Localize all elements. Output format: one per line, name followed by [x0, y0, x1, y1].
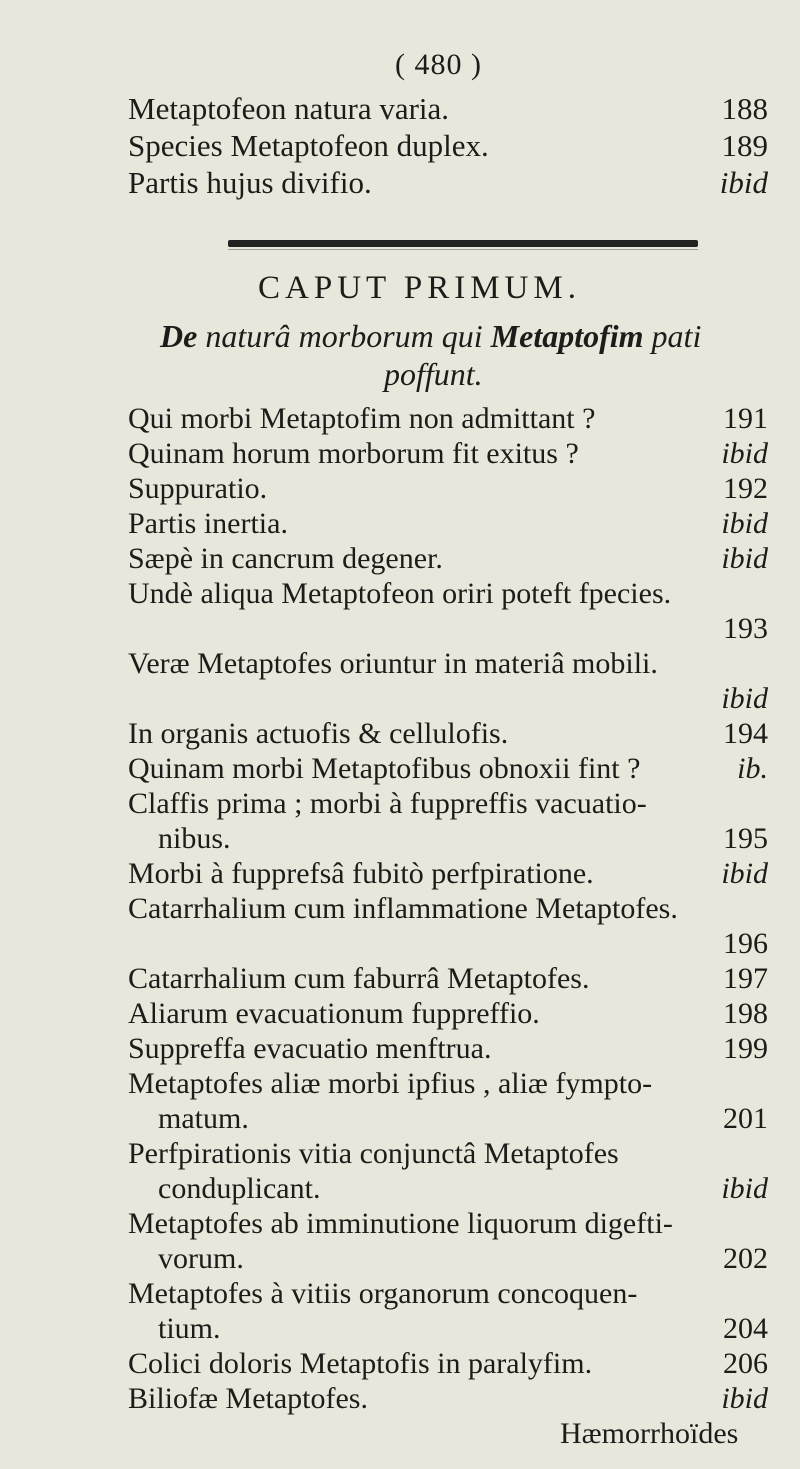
- toc-entry: [128, 506, 768, 541]
- toc-entry: [128, 786, 768, 821]
- entry-text: Veræ Metaptofes oriuntur in materiâ mobili.: [128, 647, 658, 680]
- toc-entry: [128, 576, 768, 611]
- toc-entry: [128, 1031, 768, 1066]
- toc-entry: [128, 611, 768, 646]
- toc-entry: [128, 401, 768, 436]
- entry-page: ibid: [721, 507, 768, 540]
- entry-page: ibid: [721, 542, 768, 575]
- entry-page: 198: [723, 997, 768, 1030]
- toc-entry: [128, 891, 768, 926]
- entry-text: Metaptofes aliæ morbi ipfius , aliæ fympto-: [128, 1067, 653, 1100]
- entry-page: 195: [723, 822, 768, 855]
- entry-text: matum.: [158, 1102, 249, 1135]
- entry-page: 191: [723, 402, 768, 435]
- entry-text: Suppuratio.: [128, 472, 268, 505]
- entry-page: ibid: [721, 437, 768, 470]
- catchword: Hæmorrhoïdes: [560, 1417, 739, 1450]
- entry-page: ibid: [721, 1382, 768, 1415]
- page-number: ( 480 ): [395, 48, 482, 81]
- entry-text: Qui morbi Metaptofim non admittant ?: [128, 402, 596, 435]
- entry-page: ibid: [721, 682, 768, 715]
- toc-entry: [128, 1346, 768, 1381]
- toc-entry: [128, 1311, 768, 1346]
- toc-entry: [128, 1066, 768, 1101]
- entry-page: 199: [723, 1032, 768, 1065]
- toc-entry: [128, 471, 768, 506]
- toc-entry: [128, 751, 768, 786]
- entry-text: Metaptofes à vitiis organorum concoquen-: [128, 1277, 638, 1310]
- entry-text: Catarrhalium cum inflammatione Metaptofes.: [128, 892, 678, 925]
- toc-entry: [128, 127, 768, 164]
- entry-page: 204: [723, 1312, 768, 1345]
- toc-entry: [128, 1381, 768, 1416]
- entry-text: Partis hujus divifio.: [128, 165, 372, 200]
- entry-page: 206: [723, 1347, 768, 1380]
- ornamental-rule: [228, 240, 698, 247]
- toc-entry: [128, 436, 768, 471]
- entry-text: Metaptofes ab imminutione liquorum digefti-: [128, 1207, 673, 1240]
- entry-text: Undè aliqua Metaptofeon oriri poteft fpecies.: [128, 577, 672, 610]
- toc-entry: [128, 1206, 768, 1241]
- entry-page: ibid: [721, 857, 768, 890]
- subtitle-word: De: [160, 318, 198, 354]
- entry-page: ib.: [737, 752, 768, 785]
- entry-page: ibid: [719, 165, 768, 200]
- entry-page: 189: [721, 128, 768, 163]
- toc-entry: [128, 1276, 768, 1311]
- entry-text: tium.: [158, 1312, 221, 1345]
- entry-text: conduplicant.: [158, 1172, 321, 1205]
- entry-page: 196: [723, 927, 768, 960]
- toc-entry: [128, 996, 768, 1031]
- chapter-title: CAPUT PRIMUM.: [258, 270, 581, 306]
- chapter-subtitle-continued: poffunt.: [384, 356, 483, 392]
- toc-entry: [128, 961, 768, 996]
- entry-text: Species Metaptofeon duplex.: [128, 128, 489, 163]
- entry-page: 192: [723, 472, 768, 505]
- entry-text: Perfpirationis vitia conjunctâ Metaptofes: [128, 1137, 619, 1170]
- entry-page: 197: [723, 962, 768, 995]
- entry-text: Sæpè in cancrum degener.: [128, 542, 443, 575]
- entry-text: Claffis prima ; morbi à fuppreffis vacuatio-: [128, 787, 647, 820]
- toc-entry: [128, 1101, 768, 1136]
- toc-entry: [128, 90, 768, 127]
- subtitle-phrase: naturâ morborum qui: [205, 318, 483, 354]
- entry-text: Quinam horum morborum fit exitus ?: [128, 437, 579, 470]
- entry-text: Morbi à fupprefsâ fubitò perfpiratione.: [128, 857, 594, 890]
- toc-entry: [128, 926, 768, 961]
- subtitle-word: Metaptofim: [490, 318, 644, 354]
- entry-page: 201: [723, 1102, 768, 1135]
- entry-text: Catarrhalium cum faburrâ Metaptofes.: [128, 962, 590, 995]
- toc-entry: [128, 541, 768, 576]
- toc-entry: [128, 164, 768, 201]
- entry-text: In organis actuofis & cellulofis.: [128, 717, 509, 750]
- subtitle-word: pati: [651, 318, 702, 354]
- toc-entry: [128, 856, 768, 891]
- toc-entry: [128, 821, 768, 856]
- entry-text: Colici doloris Metaptofis in paralyfim.: [128, 1347, 593, 1380]
- entry-text: vorum.: [158, 1242, 244, 1275]
- toc-entry: [128, 646, 768, 681]
- toc-entry: [128, 716, 768, 751]
- entry-page: ibid: [721, 1172, 768, 1205]
- toc-entry: [128, 1136, 768, 1171]
- entry-text: Partis inertia.: [128, 507, 288, 540]
- entry-text: Suppreffa evacuatio menftrua.: [128, 1032, 492, 1065]
- entry-text: Biliofæ Metaptofes.: [128, 1382, 368, 1415]
- entry-page: 202: [723, 1242, 768, 1275]
- entry-text: nibus.: [158, 822, 231, 855]
- toc-entry: [128, 1241, 768, 1276]
- entry-text: Metaptofeon natura varia.: [128, 91, 450, 126]
- chapter-subtitle: [160, 318, 770, 355]
- entry-page: 193: [723, 612, 768, 645]
- toc-entry: [128, 1171, 768, 1206]
- entry-page: 194: [723, 717, 768, 750]
- entry-text: Quinam morbi Metaptofibus obnoxii fint ?: [128, 752, 641, 785]
- entry-text: Aliarum evacuationum fuppreffio.: [128, 997, 540, 1030]
- toc-entry: [128, 681, 768, 716]
- entry-page: 188: [721, 91, 768, 126]
